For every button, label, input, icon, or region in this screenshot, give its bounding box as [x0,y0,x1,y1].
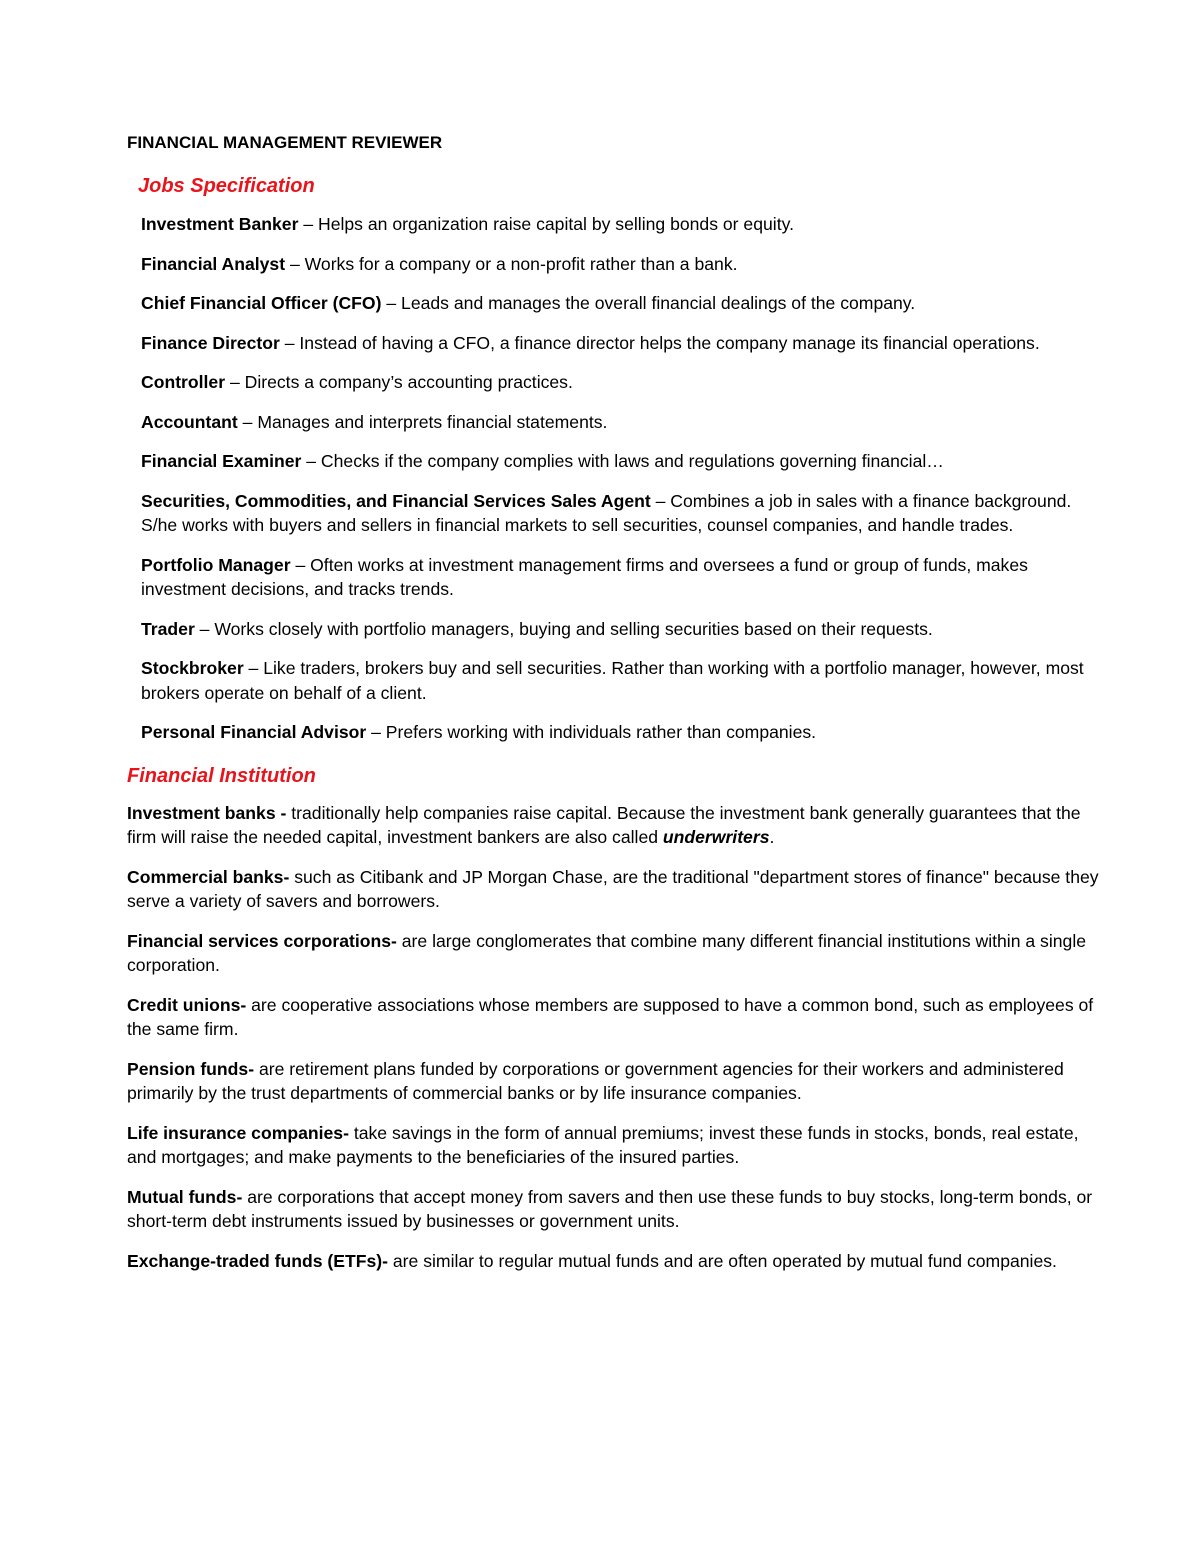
job-term: Financial Examiner [141,451,302,471]
job-term: Chief Financial Officer (CFO) [141,293,382,313]
job-entry [141,553,1104,602]
job-description: – Directs a company’s accounting practices. [225,372,573,392]
section-heading-jobs: Jobs Specification [138,175,315,197]
institution-entry [127,865,1104,914]
institution-description: are large conglomerates that combine many different financial institutions within a single corporation. [127,930,1087,975]
institution-term: Life insurance companies- [127,1122,349,1143]
institution-entry [127,1185,1104,1234]
job-description: – Works for a company or a non-profit rather than a bank. [285,253,738,274]
job-term: Stockbroker [141,658,244,678]
institution-term: Investment banks - [127,802,287,823]
institution-term: Financial services corporations- [127,930,397,951]
job-term: Finance Director [141,332,280,353]
institution-description: are corporations that accept money from savers and then use these funds to buy stocks, long-term bonds, or short-term debt instruments issued by businesses or government units. [127,1186,1093,1231]
job-term: Controller [141,372,226,392]
institution-term: Exchange-traded funds (ETFs)- [127,1250,388,1271]
job-term: Accountant [141,411,238,432]
job-description: – Instead of having a CFO, a finance director helps the company manage its financial operations. [279,332,1040,353]
institution-term: Commercial banks- [127,866,290,887]
job-entry [141,617,1104,642]
institution-term: Mutual funds- [127,1186,243,1207]
sentence-end: . [769,827,775,847]
job-entry [141,212,1104,237]
job-description: – Works closely with portfolio managers, buying and selling securities based on their requests. [194,618,933,639]
job-term: Personal Financial Advisor [141,722,367,742]
institution-description: take savings in the form of annual premiums; invest these funds in stocks, bonds, real estate, and mortgages; and make payments to the beneficiaries of the insured parties. [127,1122,1079,1167]
institution-description: are similar to regular mutual funds and are often operated by mutual fund companies. [388,1250,1057,1271]
job-term: Financial Analyst [141,253,286,274]
job-description: – Prefers working with individuals rather than companies. [366,722,817,742]
job-description: – Helps an organization raise capital by selling bonds or equity. [298,214,794,234]
underwriters-emphasis: underwriters [662,827,770,847]
institution-entry [127,993,1104,1042]
job-term: Investment Banker [141,214,299,234]
job-entry [141,656,1104,705]
institution-entry [127,929,1104,978]
job-entry [141,410,1104,435]
section-heading-financial-institution: Financial Institution [127,764,316,787]
job-term: Portfolio Manager [141,554,291,575]
institution-entry [127,1057,1104,1106]
job-entry [141,449,1104,474]
job-description: – Manages and interprets financial statements. [237,411,608,432]
job-term: Securities, Commodities, and Financial Services Sales Agent [141,490,651,511]
institution-term: Credit unions- [127,994,247,1015]
job-entry [141,489,1104,538]
document-title: FINANCIAL MANAGEMENT REVIEWER [127,133,443,152]
institution-description: are cooperative associations whose members are supposed to have a common bond, such as employees of the same firm. [127,994,1094,1039]
job-description: – Checks if the company complies with laws and regulations governing financial… [301,451,944,471]
institution-entry [127,1249,1104,1274]
job-term: Trader [141,618,195,639]
institution-entry [127,1121,1104,1170]
job-entry [141,720,1104,745]
jobs-list [127,212,1104,745]
institutions-list [127,801,1104,1274]
institution-description: such as Citibank and JP Morgan Chase, are the traditional "department stores of finance" because they serve a variety of savers and borrowers. [127,866,1099,911]
institution-term: Pension funds- [127,1058,255,1079]
job-description: – Like traders, brokers buy and sell securities. Rather than working with a portfolio manager, however, most brokers operate on behalf of a client. [141,658,1084,703]
job-description: – Leads and manages the overall financial dealings of the company. [381,293,916,313]
job-entry [141,291,1104,316]
job-entry [141,370,1104,395]
job-description: – Combines a job in sales with a finance background. S/he works with buyers and sellers in financial markets to sell securities, counsel companies, and handle trades. [141,490,1072,535]
institution-description: traditionally help companies raise capital. Because the investment bank generally guarantees that the firm will raise the needed capital, investment bankers are also called [127,802,1081,847]
job-entry [141,331,1104,356]
institution-description: are retirement plans funded by corporations or government agencies for their workers and administered primarily by the trust departments of commercial banks or by life insurance companies. [127,1058,1064,1103]
job-entry [141,252,1104,277]
job-description: – Often works at investment management firms and oversees a fund or group of funds, makes investment decisions, and tracks trends. [141,554,1028,599]
institution-entry [127,801,1104,850]
